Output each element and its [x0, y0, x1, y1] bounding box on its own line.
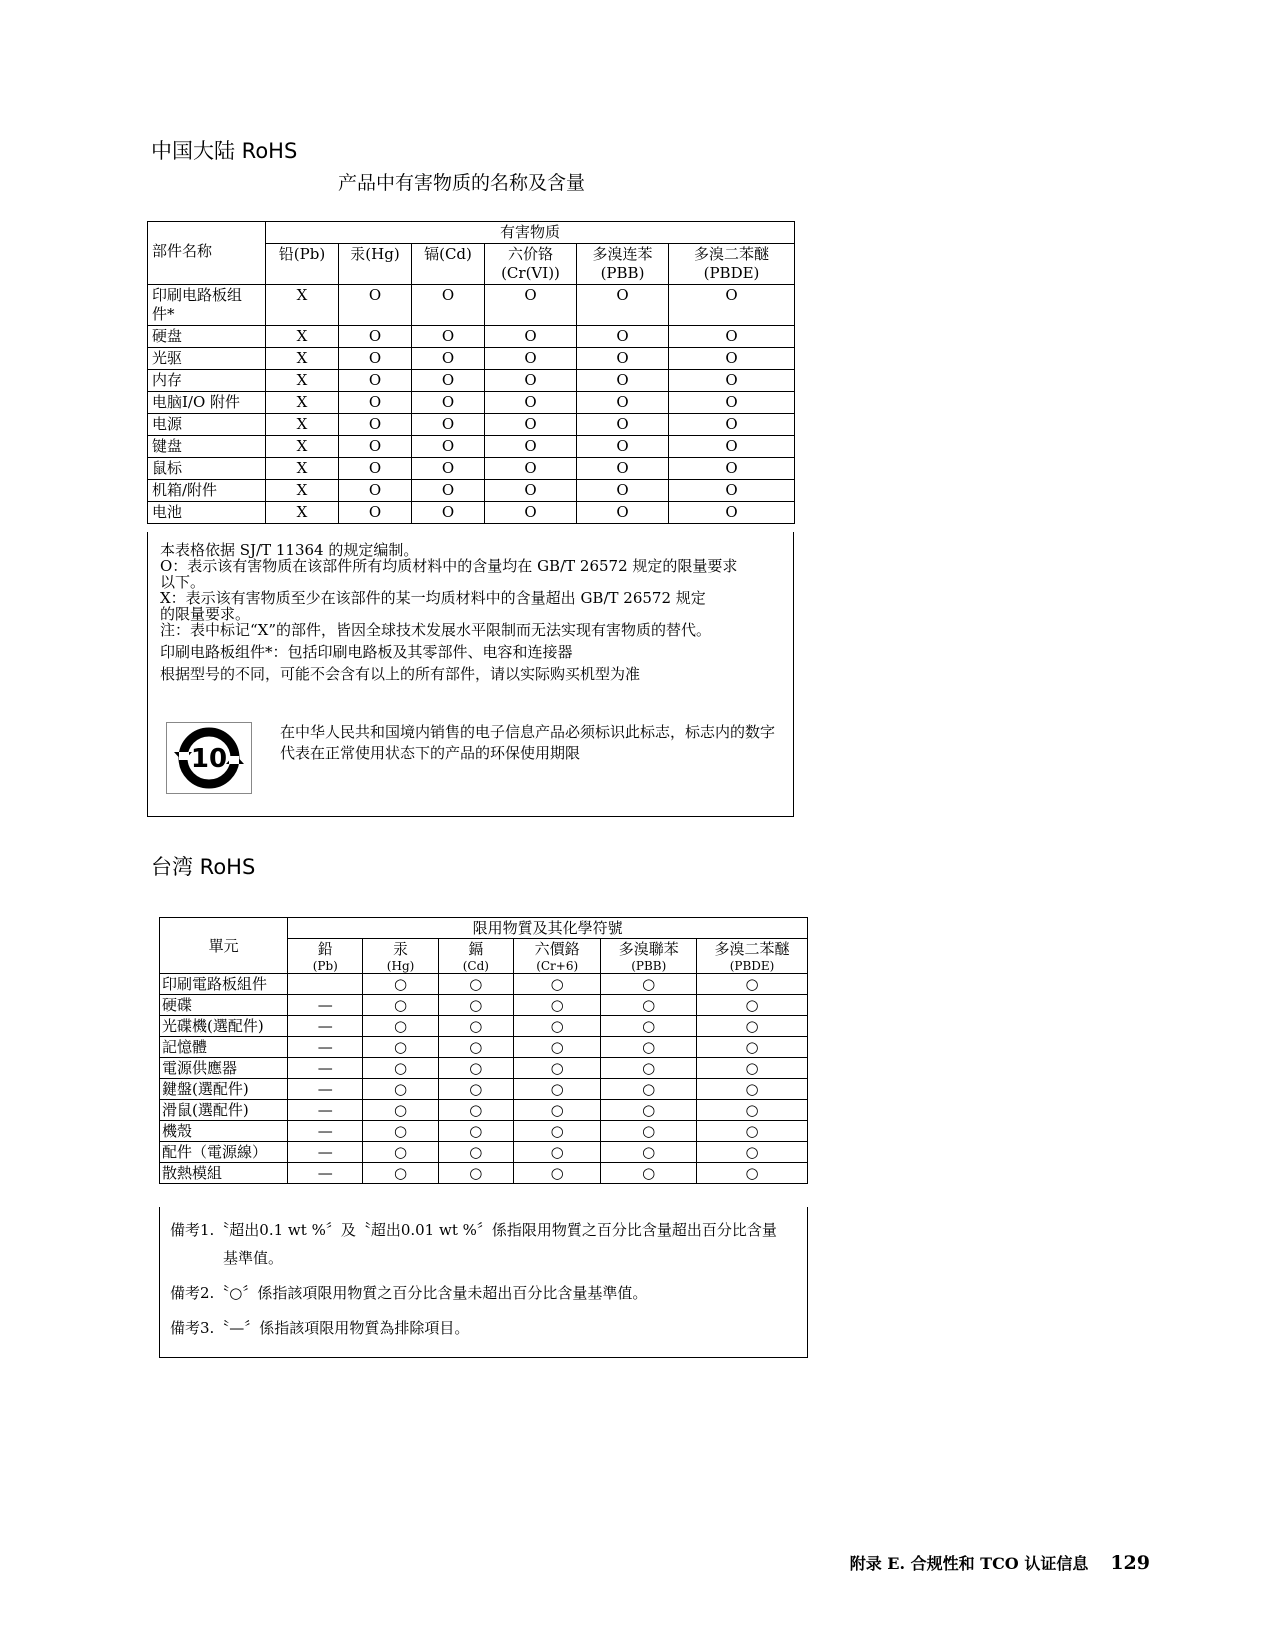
tw-substance-symbol: (Cd): [462, 959, 489, 973]
cn-table-row: [148, 414, 795, 436]
tw-cell-value: —: [288, 1121, 363, 1142]
cn-sub-header: 镉(Cd): [412, 244, 485, 285]
cn-cell-value: O: [412, 414, 485, 436]
tw-substance-symbol: (Pb): [312, 959, 338, 973]
tw-substance-symbol: (Cr+6): [536, 959, 579, 973]
tw-cell-value: ○: [513, 1163, 600, 1184]
cn-rohs-heading: 中国大陆 RoHS: [151, 139, 298, 163]
cn-part-name: 电池: [148, 502, 266, 524]
cn-cell-value: X: [266, 502, 339, 524]
cn-sub-header: 多溴连苯 (PBB): [577, 244, 669, 285]
tw-cell-value: —: [288, 995, 363, 1016]
tw-cell-value: ○: [601, 1058, 697, 1079]
tw-cell-value: ○: [601, 995, 697, 1016]
cn-cell-value: O: [485, 392, 577, 414]
cn-cell-value: O: [577, 436, 669, 458]
tw-cell-value: ○: [601, 1100, 697, 1121]
tw-cell-value: ○: [513, 995, 600, 1016]
tw-unit-name: 滑鼠(選配件): [160, 1100, 288, 1121]
tw-cell-value: ○: [363, 995, 438, 1016]
tw-table-row: [160, 1079, 808, 1100]
tw-notes-box: [159, 1207, 808, 1358]
tw-cell-value: ○: [513, 1058, 600, 1079]
cn-cell-value: O: [485, 285, 577, 326]
cn-cell-value: X: [266, 458, 339, 480]
tw-cell-value: ○: [438, 1100, 513, 1121]
tw-col-group-header: 限用物質及其化學符號: [288, 918, 808, 939]
cn-table-row: [148, 436, 795, 458]
cn-col-group-header: 有害物质: [266, 222, 795, 244]
page-number: 129: [1110, 1552, 1150, 1574]
cn-cell-value: O: [577, 348, 669, 370]
cn-cell-value: O: [577, 502, 669, 524]
tw-cell-value: ○: [438, 1016, 513, 1037]
tw-table-row: [160, 1163, 808, 1184]
cn-cell-value: O: [485, 370, 577, 392]
cn-note-model: 根据型号的不同，可能不会含有以上的所有部件，请以实际购买机型为准: [160, 665, 641, 683]
cn-table-row: [148, 348, 795, 370]
cn-cell-value: O: [339, 436, 412, 458]
tw-cell-value: ○: [363, 1121, 438, 1142]
tw-substance-name: 鉛: [317, 940, 333, 958]
cn-cell-value: O: [339, 326, 412, 348]
tw-cell-value: ○: [363, 1163, 438, 1184]
tw-cell-value: ○: [513, 1016, 600, 1037]
tw-unit-name: 配件（電源線）: [160, 1142, 288, 1163]
tw-rohs-table: [159, 917, 808, 1184]
tw-cell-value: ○: [601, 1037, 697, 1058]
cn-cell-value: O: [669, 348, 795, 370]
cn-cell-value: O: [339, 285, 412, 326]
cn-rohs-table: [147, 221, 795, 524]
tw-table-row: [160, 974, 808, 995]
tw-cell-value: ○: [363, 1100, 438, 1121]
cn-notes-box: [147, 532, 794, 817]
tw-cell-value: ○: [363, 1037, 438, 1058]
tw-cell-value: ○: [513, 1142, 600, 1163]
tw-cell-value: —: [288, 1037, 363, 1058]
tw-substance-symbol: (PBB): [631, 959, 667, 973]
tw-unit-name: 印刷電路板組件: [160, 974, 288, 995]
tw-rohs-heading: 台湾 RoHS: [151, 855, 256, 879]
tw-substance-name: 多溴聯苯: [618, 940, 679, 958]
tw-cell-value: ○: [601, 974, 697, 995]
tw-unit-name: 機殼: [160, 1121, 288, 1142]
cn-cell-value: O: [485, 436, 577, 458]
tw-cell-value: ○: [363, 1016, 438, 1037]
cn-cell-value: O: [339, 480, 412, 502]
cn-cell-value: O: [669, 392, 795, 414]
cn-note-x-meaning: X：表示该有害物质至少在该部件的某一均质材料中的含量超出 GB/T 26572 规定的限量要求。: [160, 589, 706, 623]
cn-cell-value: X: [266, 392, 339, 414]
cn-table-row: [148, 285, 795, 326]
tw-cell-value: ○: [513, 1037, 600, 1058]
tw-cell-value: ○: [697, 1037, 808, 1058]
tw-cell-value: ○: [363, 1079, 438, 1100]
cn-cell-value: O: [577, 480, 669, 502]
tw-cell-value: ○: [363, 974, 438, 995]
cn-part-name: 电脑I/O 附件: [148, 392, 266, 414]
tw-cell-value: ○: [697, 1163, 808, 1184]
tw-table-row: [160, 995, 808, 1016]
tw-unit-name: 鍵盤(選配件): [160, 1079, 288, 1100]
tw-substance-name: 六價鉻: [534, 940, 580, 958]
tw-sub-header: [513, 939, 600, 974]
cn-cell-value: X: [266, 414, 339, 436]
cn-logo-explanation: 在中华人民共和国境内销售的电子信息产品必须标识此标志，标志内的数字代表在正常使用状态下的产品的环保使用期限: [280, 723, 776, 762]
cn-note-pcb: 印刷电路板组件*：包括印刷电路板及其零部件、电容和连接器: [160, 643, 573, 661]
tw-cell-value: ○: [697, 974, 808, 995]
cn-cell-value: O: [412, 285, 485, 326]
cn-col-part-header: 部件名称: [148, 222, 266, 285]
tw-table-row: [160, 1142, 808, 1163]
cn-part-name: 键盘: [148, 436, 266, 458]
epup-10-logo-icon: [166, 722, 252, 794]
tw-note-2: 備考2.〝○〞係指該項限用物質之百分比含量未超出百分比含量基準值。: [170, 1284, 648, 1302]
cn-cell-value: O: [669, 502, 795, 524]
cn-part-name: 内存: [148, 370, 266, 392]
cn-cell-value: O: [577, 326, 669, 348]
tw-unit-name: 硬碟: [160, 995, 288, 1016]
tw-cell-value: —: [288, 1142, 363, 1163]
cn-cell-value: O: [577, 392, 669, 414]
tw-cell-value: ○: [697, 1079, 808, 1100]
tw-sub-header: [288, 939, 363, 974]
tw-cell-value: ○: [438, 1142, 513, 1163]
tw-sub-header: [697, 939, 808, 974]
cn-cell-value: O: [577, 458, 669, 480]
tw-cell-value: ○: [601, 1079, 697, 1100]
tw-table-row: [160, 1121, 808, 1142]
tw-unit-name: 電源供應器: [160, 1058, 288, 1079]
tw-cell-value: ○: [438, 1079, 513, 1100]
tw-cell-value: ○: [601, 1163, 697, 1184]
cn-sub-header: 铅(Pb): [266, 244, 339, 285]
cn-cell-value: O: [339, 392, 412, 414]
cn-table-row: [148, 480, 795, 502]
cn-cell-value: O: [485, 458, 577, 480]
cn-cell-value: X: [266, 326, 339, 348]
cn-table-row: [148, 370, 795, 392]
cn-cell-value: O: [669, 414, 795, 436]
tw-cell-value: —: [288, 1058, 363, 1079]
cn-cell-value: O: [485, 502, 577, 524]
tw-note-1-cont: 基準值。: [223, 1249, 284, 1267]
tw-cell-value: ○: [513, 1079, 600, 1100]
tw-col-unit-header: 單元: [160, 918, 288, 974]
page-footer: [850, 1551, 1150, 1574]
cn-note-standard: 本表格依据 SJ/T 11364 的规定编制。: [160, 541, 419, 559]
tw-cell-value: ○: [601, 1121, 697, 1142]
tw-cell-value: ○: [513, 1100, 600, 1121]
tw-cell-value: ○: [438, 1037, 513, 1058]
cn-note-o-meaning: O：表示该有害物质在该部件所有均质材料中的含量均在 GB/T 26572 规定的限量要求以下。: [160, 557, 738, 591]
cn-cell-value: O: [412, 436, 485, 458]
tw-cell-value: ○: [513, 1121, 600, 1142]
tw-substance-symbol: (PBDE): [729, 959, 775, 973]
tw-cell-value: ○: [438, 1121, 513, 1142]
cn-cell-value: O: [485, 326, 577, 348]
tw-cell-value: ○: [438, 974, 513, 995]
tw-cell-value: ○: [697, 995, 808, 1016]
cn-cell-value: X: [266, 436, 339, 458]
tw-sub-header: [601, 939, 697, 974]
tw-note-3: 備考3.〝—〞係指該項限用物質為排除項目。: [170, 1319, 470, 1337]
epup-number: 10: [190, 744, 228, 774]
cn-cell-value: O: [577, 285, 669, 326]
cn-table-row: [148, 392, 795, 414]
tw-cell-value: —: [288, 1079, 363, 1100]
tw-cell-value: —: [288, 1163, 363, 1184]
cn-part-name: 硬盘: [148, 326, 266, 348]
cn-cell-value: O: [485, 348, 577, 370]
tw-cell-value: ○: [697, 1142, 808, 1163]
tw-unit-name: 散熱模組: [160, 1163, 288, 1184]
cn-cell-value: X: [266, 370, 339, 392]
cn-note-remark: 注：表中标记“X”的部件，皆因全球技术发展水平限制而无法实现有害物质的替代。: [160, 621, 712, 639]
cn-cell-value: O: [339, 414, 412, 436]
cn-cell-value: O: [577, 370, 669, 392]
cn-cell-value: O: [669, 370, 795, 392]
cn-sub-header: 汞(Hg): [339, 244, 412, 285]
tw-cell-value: ○: [438, 995, 513, 1016]
cn-cell-value: O: [339, 348, 412, 370]
cn-cell-value: O: [412, 392, 485, 414]
cn-cell-value: O: [339, 502, 412, 524]
cn-part-name: 电源: [148, 414, 266, 436]
tw-cell-value: ○: [601, 1016, 697, 1037]
tw-cell-value: ○: [601, 1142, 697, 1163]
cn-cell-value: O: [412, 480, 485, 502]
cn-cell-value: O: [412, 502, 485, 524]
cn-sub-header: 多溴二苯醚 (PBDE): [669, 244, 795, 285]
cn-table-title: 产品中有害物质的名称及含量: [338, 172, 586, 194]
tw-cell-value: ○: [438, 1058, 513, 1079]
cn-cell-value: O: [669, 436, 795, 458]
cn-cell-value: X: [266, 480, 339, 502]
tw-table-row: [160, 1016, 808, 1037]
cn-cell-value: O: [412, 326, 485, 348]
tw-substance-symbol: (Hg): [386, 959, 415, 973]
cn-cell-value: O: [412, 458, 485, 480]
tw-cell-value: —: [288, 1016, 363, 1037]
tw-cell-value: ○: [438, 1163, 513, 1184]
tw-substance-name: 汞: [393, 940, 409, 958]
tw-substance-name: 多溴二苯醚: [714, 940, 790, 958]
tw-cell-value: ○: [363, 1058, 438, 1079]
cn-part-name: 光驱: [148, 348, 266, 370]
cn-table-row: [148, 502, 795, 524]
tw-sub-header: [438, 939, 513, 974]
cn-cell-value: O: [669, 326, 795, 348]
tw-cell-value: ○: [363, 1142, 438, 1163]
tw-unit-name: 記憶體: [160, 1037, 288, 1058]
cn-cell-value: O: [577, 414, 669, 436]
tw-table-row: [160, 1100, 808, 1121]
cn-cell-value: X: [266, 348, 339, 370]
cn-table-row: [148, 326, 795, 348]
tw-cell-value: [288, 974, 363, 995]
cn-part-name: 鼠标: [148, 458, 266, 480]
tw-table-row: [160, 1037, 808, 1058]
tw-cell-value: ○: [513, 974, 600, 995]
cn-cell-value: O: [669, 480, 795, 502]
tw-unit-name: 光碟機(選配件): [160, 1016, 288, 1037]
cn-cell-value: O: [412, 348, 485, 370]
tw-substance-name: 鎘: [468, 940, 484, 958]
cn-table-row: [148, 458, 795, 480]
cn-cell-value: O: [669, 458, 795, 480]
cn-part-name: 机箱/附件: [148, 480, 266, 502]
footer-chapter: 附录 E. 合规性和 TCO 认证信息: [849, 1554, 1089, 1573]
cn-cell-value: O: [485, 480, 577, 502]
tw-sub-header: [363, 939, 438, 974]
tw-cell-value: —: [288, 1100, 363, 1121]
tw-cell-value: ○: [697, 1121, 808, 1142]
tw-cell-value: ○: [697, 1058, 808, 1079]
tw-cell-value: ○: [697, 1016, 808, 1037]
cn-part-name: 印刷电路板组 件*: [148, 285, 266, 326]
cn-sub-header: 六价铬 (Cr(VI)): [485, 244, 577, 285]
cn-cell-value: O: [485, 414, 577, 436]
tw-cell-value: ○: [697, 1100, 808, 1121]
cn-cell-value: O: [339, 370, 412, 392]
cn-cell-value: O: [412, 370, 485, 392]
cn-cell-value: O: [669, 285, 795, 326]
tw-note-1: 備考1.〝超出0.1 wt %〞及〝超出0.01 wt %〞係指限用物質之百分比含量超出百分比含量: [170, 1221, 777, 1239]
cn-cell-value: O: [339, 458, 412, 480]
tw-table-row: [160, 1058, 808, 1079]
cn-cell-value: X: [266, 285, 339, 326]
